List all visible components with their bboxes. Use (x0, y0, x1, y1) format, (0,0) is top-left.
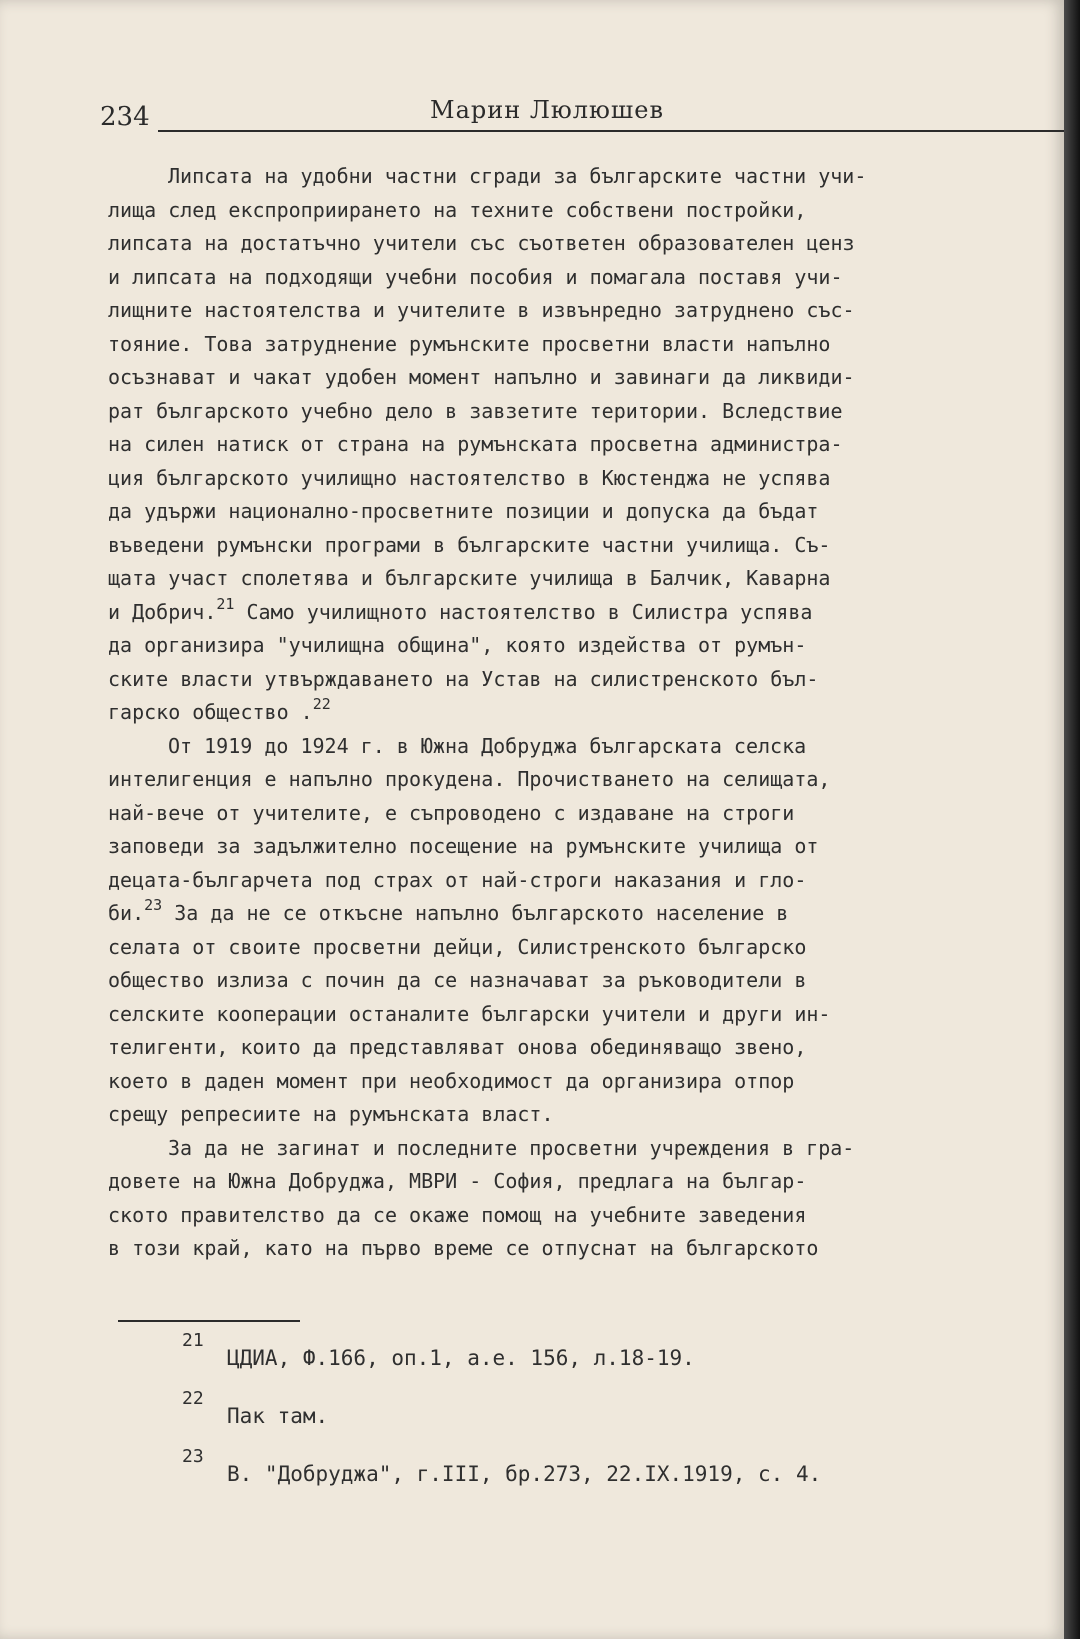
text-line: щата участ сполетява и българските училища в Балчик, Каварна (108, 566, 831, 590)
text-line: и липсата на подходящи учебни пособия и помагала поставя учи- (108, 264, 843, 289)
footnote (182, 1388, 1012, 1432)
text-line: лища след експроприирането на техните собствени постройки, (108, 197, 807, 222)
text-line: интелигенция е напълно прокудена. Прочистването на селищата, (108, 767, 831, 791)
text-line: довете на Южна Добруджа, МВРИ - София, предлага на българ- (108, 1169, 807, 1193)
header-rule (158, 130, 1080, 132)
text-line: телигенти, които да представляват онова обединяващо звено, (108, 1035, 807, 1059)
text-segment: би. (108, 901, 145, 925)
footnote-text: Пак там. (227, 1404, 329, 1428)
text-line: на силен натиск от страна на румънската просветна администра- (108, 432, 843, 456)
footnotes (182, 1330, 1012, 1504)
text-line: да удържи национално-просветните позиции и допуска да бъдат (108, 499, 819, 523)
footnote-ref-23: 23 (144, 896, 163, 914)
text-line: да организира "училищна община", която издейства от румън- (108, 633, 807, 657)
text-line (108, 596, 1028, 630)
footnote-number: 22 (182, 1388, 204, 1409)
body-text (108, 160, 1028, 1266)
text-line: тояние. Това затруднение румънските просветни власти напълно (108, 331, 831, 356)
text-line: общество излиза с почин да се назначават за ръководители в (108, 968, 807, 992)
page-header (100, 96, 1020, 136)
footnote (182, 1446, 1012, 1490)
text-line: което в даден момент при необходимост да организира отпор (108, 1068, 795, 1093)
text-line: заповеди за задължително посещение на румънските училища от (108, 834, 819, 858)
running-head-author: Марин Люлюшев (430, 96, 664, 124)
footnote-rule (118, 1320, 300, 1322)
footnote-text: В. "Добруджа", г.III, бр.273, 22.IX.1919, с. 4. (227, 1462, 822, 1486)
page-number: 234 (100, 102, 150, 132)
text-line: селските кооперации останалите български учители и други ин- (108, 1001, 831, 1026)
text-line: лищните настоятелства и учителите в извънредно затруднено със- (108, 298, 855, 322)
text-line: селата от своите просветни дейци, Силистренското българско (108, 934, 807, 959)
text-line: За да не загинат и последните просветни учреждения в гра- (168, 1135, 855, 1160)
text-line (108, 897, 1028, 931)
footnote-ref-22: 22 (312, 695, 331, 713)
text-line: в този край, като на първо време се отпуснат на българското (108, 1236, 819, 1260)
text-segment: За да не се откъсне напълно българското население в (174, 901, 789, 925)
text-line: осъзнават и чакат удобен момент напълно и завинаги да ликвиди- (108, 365, 855, 389)
text-line: ция българското училищно настоятелство в Кюстенджа не успява (108, 465, 831, 490)
footnote (182, 1330, 1012, 1374)
text-line: ските власти утвърждаването на Устав на силистренското бъл- (108, 666, 819, 691)
footnote-text: ЦДИА, Ф.166, оп.1, а.е. 156, л.18-19. (227, 1346, 695, 1370)
text-line: най-вече от учителите, е съпроводено с издаване на строги (108, 800, 795, 825)
text-line: липсата на достатъчно учители със съответен образователен ценз (108, 231, 855, 255)
footnote-ref-21: 21 (216, 594, 235, 613)
text-line: От 1919 до 1924 г. в Южна Добруджа българската селска (168, 733, 807, 758)
text-line: въведени румънски програми в българските частни училища. Съ- (108, 532, 831, 557)
footnote-number: 23 (182, 1446, 204, 1467)
text-line: рат българското учебно дело в завзетите територии. Вследствие (108, 398, 843, 423)
text-segment: гарско общество . (108, 700, 313, 724)
text-line: Липсата на удобни частни сгради за българските частни учи- (168, 164, 867, 188)
book-spine-shadow (1064, 0, 1080, 1639)
text-line: ското правителство да се окаже помощ на учебните заведения (108, 1202, 807, 1227)
text-segment: и Добрич. (108, 599, 217, 624)
text-line: срещу репресиите на румънската власт. (108, 1102, 554, 1126)
text-line (108, 696, 1028, 730)
text-line: децата-българчета под страх от най-строги наказания и гло- (108, 867, 807, 892)
text-segment: Само училищното настоятелство в Силистра успява (246, 599, 813, 624)
footnote-number: 21 (182, 1330, 204, 1351)
